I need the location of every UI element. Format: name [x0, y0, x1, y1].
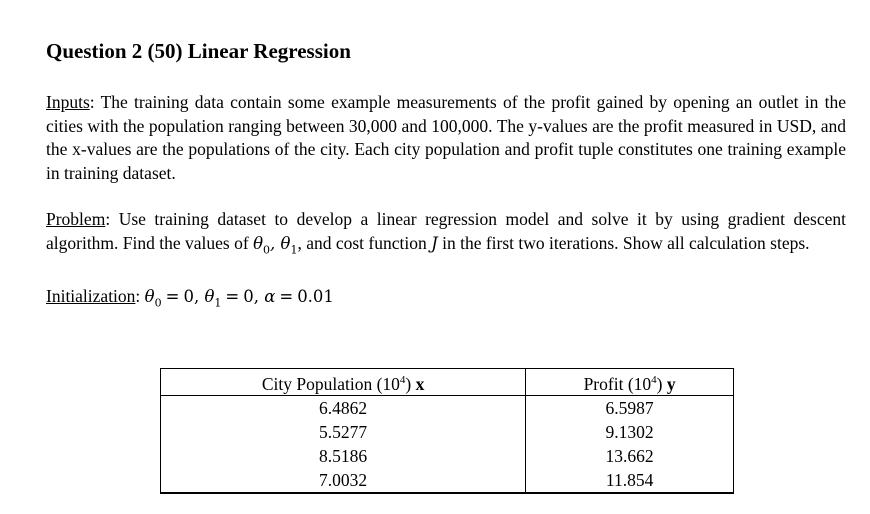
- table-row: [161, 420, 734, 444]
- initialization-paragraph: Initialization: $\theta_0 = 0$, $\theta_1 = 0$, α = 0.01: [46, 286, 334, 310]
- table-row: [161, 395, 734, 420]
- question-title: Question 2 (50) Linear Regression: [46, 39, 351, 63]
- theta1-symbol: θ: [280, 233, 291, 253]
- cell-x: 5.5277: [161, 420, 526, 444]
- problem-paragraph: Problem: Use training dataset to develop a linear regression model and solve it by using gradient descent algorithm. Find the values of $\theta_0$, $\theta_1$, and cost function J in the first two iterations. Show all calculation steps.: [46, 209, 846, 256]
- table-row: [161, 444, 734, 468]
- cell-y: 9.1302: [526, 420, 734, 444]
- table-row: [161, 468, 734, 493]
- theta-symbols: $\theta_0$, $\theta_1$: [253, 233, 298, 256]
- cell-y: 11.854: [526, 468, 734, 493]
- header-city-population: City Population $(10^4)$ x: [161, 369, 526, 396]
- cell-x: 6.4862: [161, 395, 526, 420]
- alpha-symbol: α: [264, 287, 276, 307]
- initialization-label: Initialization: [46, 286, 136, 307]
- theta0-symbol: θ: [253, 233, 263, 253]
- cell-y: 13.662: [526, 444, 734, 468]
- alpha-value: 0.01: [297, 287, 334, 307]
- inputs-paragraph: Inputs: The training data contain some example measurements of the profit gained by opening an outlet in the cities with the population ranging between 30,000 and 100,000. The y-values are the profit measured in USD, and the x-values are the populations of the city. Each city population and profit tuple constitutes one training example in training dataset.: [46, 92, 847, 183]
- inputs-label: Inputs: [46, 92, 90, 112]
- table-header-row: [161, 369, 734, 396]
- initialization-equation: $\theta_0 = 0$, $\theta_1 = 0$, α = 0.01: [144, 287, 334, 310]
- cell-x: 8.5186: [161, 444, 526, 468]
- problem-text-cost: , and cost function: [297, 232, 427, 253]
- problem-text-before: Use training dataset to develop a linear regression model and solve it by using gradient descent algorithm. Find the values of: [46, 209, 846, 253]
- training-data-table: [160, 368, 734, 494]
- problem-label: Problem: [46, 209, 106, 229]
- cost-symbol: J: [431, 233, 438, 253]
- cell-x: 7.0032: [161, 468, 526, 493]
- header-profit: Profit $(10^4)$ y: [526, 369, 734, 396]
- inputs-text: The training data contain some example measurements of the profit gained by opening an outlet in the cities with the population ranging between 30,000 and 100,000. The y-values are the profit measured in USD, and the x-values are the populations of the city. Each city population and profit tuple constitutes one training example in training dataset.: [46, 92, 847, 183]
- cell-y: 6.5987: [526, 395, 734, 420]
- theta1-value: 0: [243, 287, 254, 307]
- theta0-value: 0: [183, 287, 194, 307]
- question-page: [46, 38, 846, 315]
- problem-text-after: in the first two iterations. Show all calculation steps.: [442, 232, 810, 253]
